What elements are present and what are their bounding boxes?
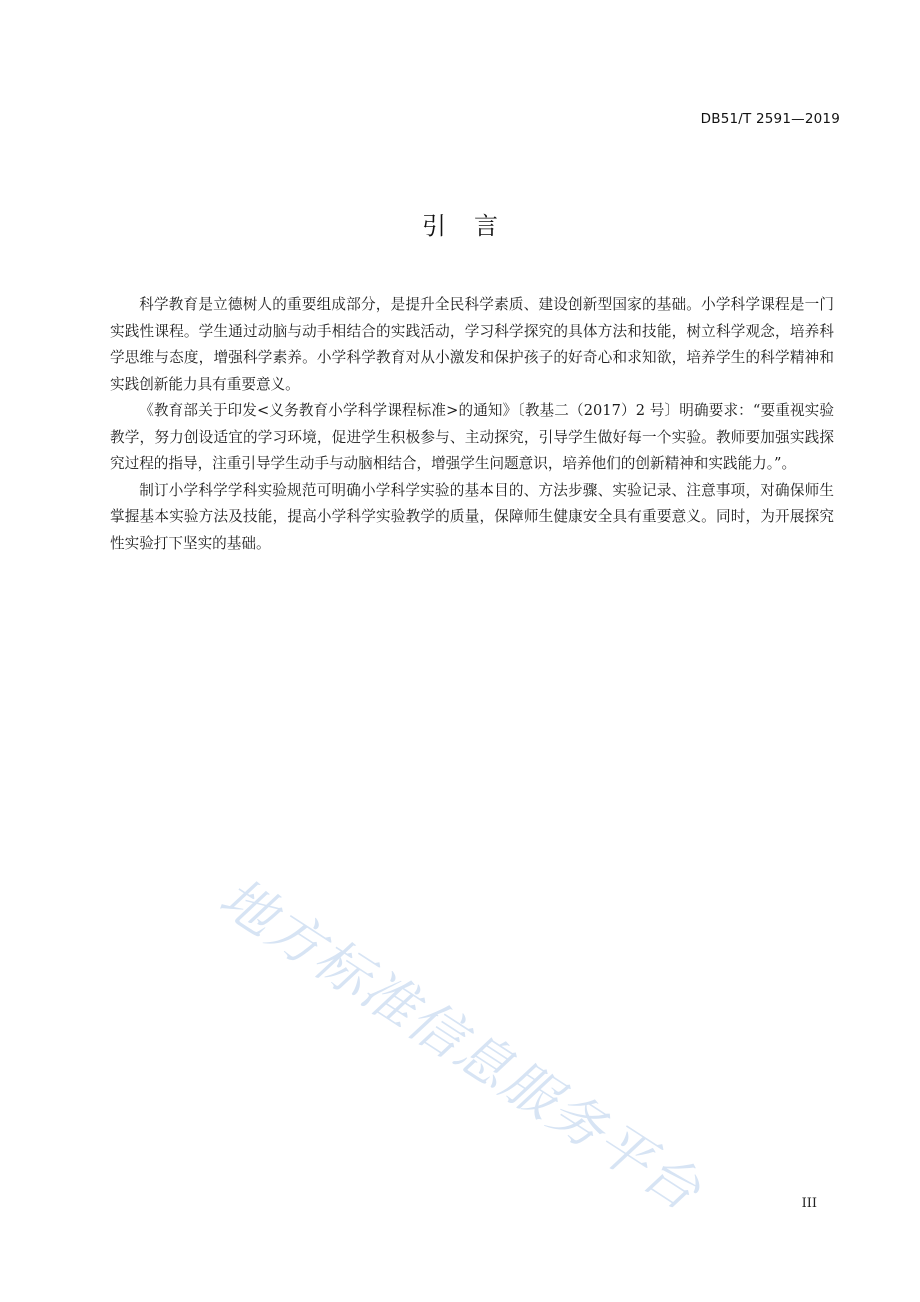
page-number: III — [801, 1196, 817, 1211]
watermark: 地方标准信息服务平台 — [208, 865, 713, 1224]
paragraph-2: 《教育部关于印发<义务教育小学科学课程标准>的通知》〔教基二（2017）2 号〕明确要求：“要重视实验教学，努力创设适宜的学习环境，促进学生积极参与、主动探究，引导学生做好每一个实验。教师要加强实践探究过程的指导，注重引导学生动手与动脑相结合，增强学生问题意识，培养他们的创新精神和实践能力。”。 — [110, 402, 834, 472]
paragraph-1: 科学教育是立德树人的重要组成部分，是提升全民科学素质、建设创新型国家的基础。小学科学课程是一门实践性课程。学生通过动脑与动手相结合的实践活动，学习科学探究的具体方法和技能，树立科学观念，培养科学思维与态度，增强科学素养。小学科学教育对从小激发和保护孩子的好奇心和求知欲，培养学生的科学精神和实践创新能力具有重要意义。 — [110, 296, 834, 393]
section-title: 引言 — [422, 212, 526, 240]
body-text — [110, 292, 834, 557]
standard-code: DB51/T 2591—2019 — [700, 111, 840, 127]
paragraph-3: 制订小学科学学科实验规范可明确小学科学实验的基本目的、方法步骤、实验记录、注意事项，对确保师生掌握基本实验方法及技能，提高小学科学实验教学的质量，保障师生健康安全具有重要意义。同时，为开展探究性实验打下坚实的基础。 — [110, 481, 834, 552]
